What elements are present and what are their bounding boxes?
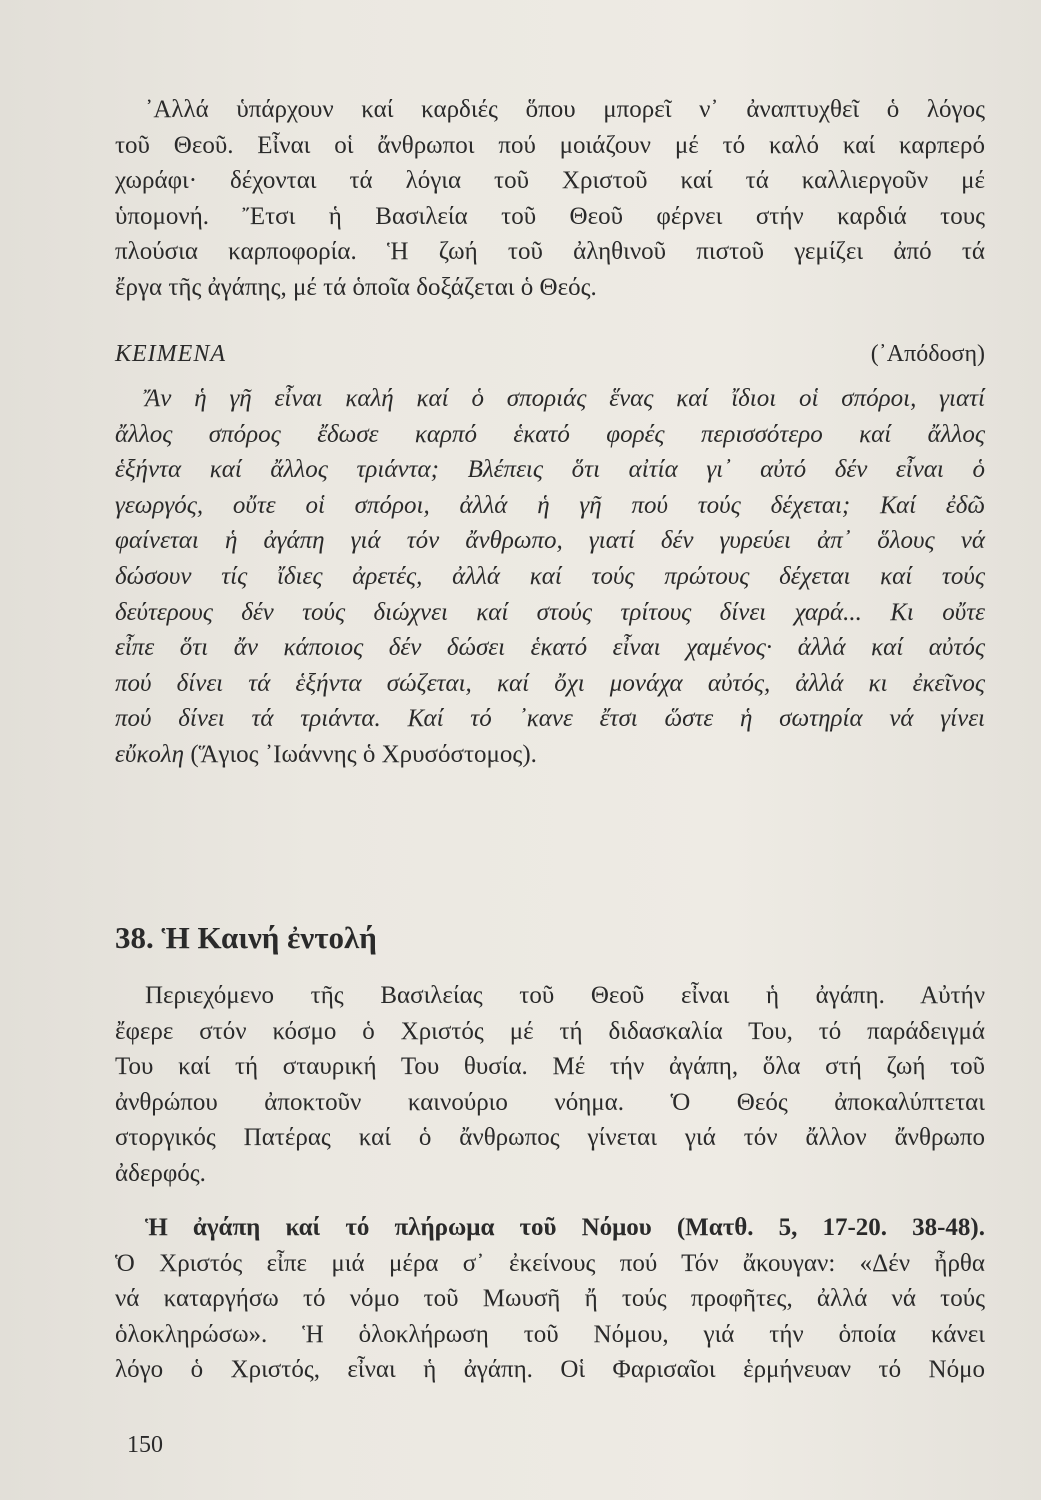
subsection-heading: Ἡ ἀγάπη καί τό πλήρωμα τοῦ Νόμου (Ματθ. 5, 17-20. 38-48). xyxy=(145,1214,985,1241)
text-line: ἔργα τῆς ἀγάπης, μέ τά ὁποῖα δοξάζεται ὁ Θεός. xyxy=(115,273,597,301)
quote-line: ἄλλος σπόρος ἔδωσε καρπό ἑκατό φορές περισσότερο καί ἄλλος xyxy=(115,420,985,448)
section-heading: 38. Ἡ Καινή ἐντολή xyxy=(115,920,377,955)
text-line: χωράφι· δέχονται τά λόγια τοῦ Χριστοῦ καί τά καλλιεργοῦν μέ xyxy=(115,167,985,195)
texts-label: ΚΕΙΜΕΝΑ xyxy=(115,341,226,367)
quote-paragraph xyxy=(115,381,985,773)
quote-last-line xyxy=(115,737,985,773)
quote-line: Ἄν ἡ γῆ εἶναι καλή καί ὁ σποριάς ἕνας καί ἴδιοι οἱ σπόροι, γιατί xyxy=(145,385,985,412)
quote-line: δεύτερους δέν τούς διώχνει καί στούς τρίτους δίνει χαρά... Κι οὔτε xyxy=(115,598,985,626)
quote-line: πού δίνει τά ἑξήντα σώζεται, καί ὄχι μονάχα αὐτός, ἀλλά κι ἐκεῖνος xyxy=(115,669,985,697)
text-line: Ὁ Χριστός εἶπε μιά μέρα σ᾿ ἐκείνους πού Τόν ἄκουγαν: «Δέν ἦρθα xyxy=(115,1249,985,1277)
texts-header-row xyxy=(115,341,985,375)
quote-line: γεωργός, οὔτε οἱ σπόροι, ἀλλά ἡ γῆ πού τούς δέχεται; Καί ἐδῶ xyxy=(115,491,985,519)
page-number: 150 xyxy=(127,1432,163,1458)
translation-note: (᾿Απόδοση) xyxy=(870,341,985,367)
text-line: ὑπομονή. Ἔτσι ἡ Βασιλεία τοῦ Θεοῦ φέρνει στήν καρδιά τους xyxy=(115,202,985,230)
text-line: ἔφερε στόν κόσμο ὁ Χριστός μέ τή διδασκαλία Του, τό παράδειγμά xyxy=(115,1017,985,1045)
quote-line: φαίνεται ἡ ἀγάπη γιά τόν ἄνθρωπο, γιατί δέν γυρεύει ἀπ᾿ ὅλους νά xyxy=(115,527,985,555)
text-line: ᾿Αλλά ὑπάρχουν καί καρδιές ὅπου μπορεῖ ν᾿ ἀναπτυχθεῖ ὁ λόγος xyxy=(145,96,985,123)
quote-line: δώσουν τίς ἴδιες ἀρετές, ἀλλά καί τούς πρώτους δέχεται καί τούς xyxy=(115,562,985,590)
section-paragraph xyxy=(115,978,985,1192)
text-line: πλούσια καρποφορία. Ἡ ζωή τοῦ ἀληθινοῦ πιστοῦ γεμίζει ἀπό τά xyxy=(115,238,985,266)
quote-last-word: εὔκολη xyxy=(115,740,185,768)
quote-line: εἶπε ὅτι ἄν κάποιος δέν δώσει ἑκατό εἶναι χαμένος· ἀλλά καί αὐτός xyxy=(115,634,985,662)
quote-line: ἑξήντα καί ἄλλος τριάντα; Βλέπεις ὅτι αἰτία γι᾿ αὐτό δέν εἶναι ὁ xyxy=(115,456,985,484)
text-line: στοργικός Πατέρας καί ὁ ἄνθρωπος γίνεται γιά τόν ἄλλον ἄνθρωπο xyxy=(115,1124,985,1152)
quote-line: πού δίνει τά τριάντα. Καί τό ᾿κανε ἔτσι ὥστε ἡ σωτηρία νά γίνει xyxy=(115,705,985,733)
quote-attribution: (Ἅγιος ᾿Ιωάννης ὁ Χρυσόστομος). xyxy=(190,740,537,768)
text-line: ἀδερφός. xyxy=(115,1159,206,1187)
text-line: τοῦ Θεοῦ. Εἶναι οἱ ἄνθρωποι πού μοιάζουν μέ τό καλό καί καρπερό xyxy=(115,131,985,159)
intro-paragraph xyxy=(115,92,985,306)
text-line: ἀνθρώπου ἀποκτοῦν καινούριο νόημα. Ὁ Θεός ἀποκαλύπτεται xyxy=(115,1088,985,1116)
text-line: Περιεχόμενο τῆς Βασιλείας τοῦ Θεοῦ εἶναι ἡ ἀγάπη. Αὐτήν xyxy=(145,982,985,1009)
subsection-paragraph xyxy=(115,1210,985,1388)
text-line: Του καί τή σταυρική Του θυσία. Μέ τήν ἀγάπη, ὅλα στή ζωή τοῦ xyxy=(115,1053,985,1081)
text-line: νά καταργήσω τό νόμο τοῦ Μωυσῆ ἤ τούς προφῆτες, ἀλλά νά τούς xyxy=(115,1285,985,1313)
text-line: λόγο ὁ Χριστός, εἶναι ἡ ἀγάπη. Οἱ Φαρισαῖοι ἑρμήνευαν τό Νόμο xyxy=(115,1356,985,1384)
text-line: ὁλοκληρώσω». Ἡ ὁλοκλήρωση τοῦ Νόμου, γιά τήν ὁποία κάνει xyxy=(115,1320,985,1348)
